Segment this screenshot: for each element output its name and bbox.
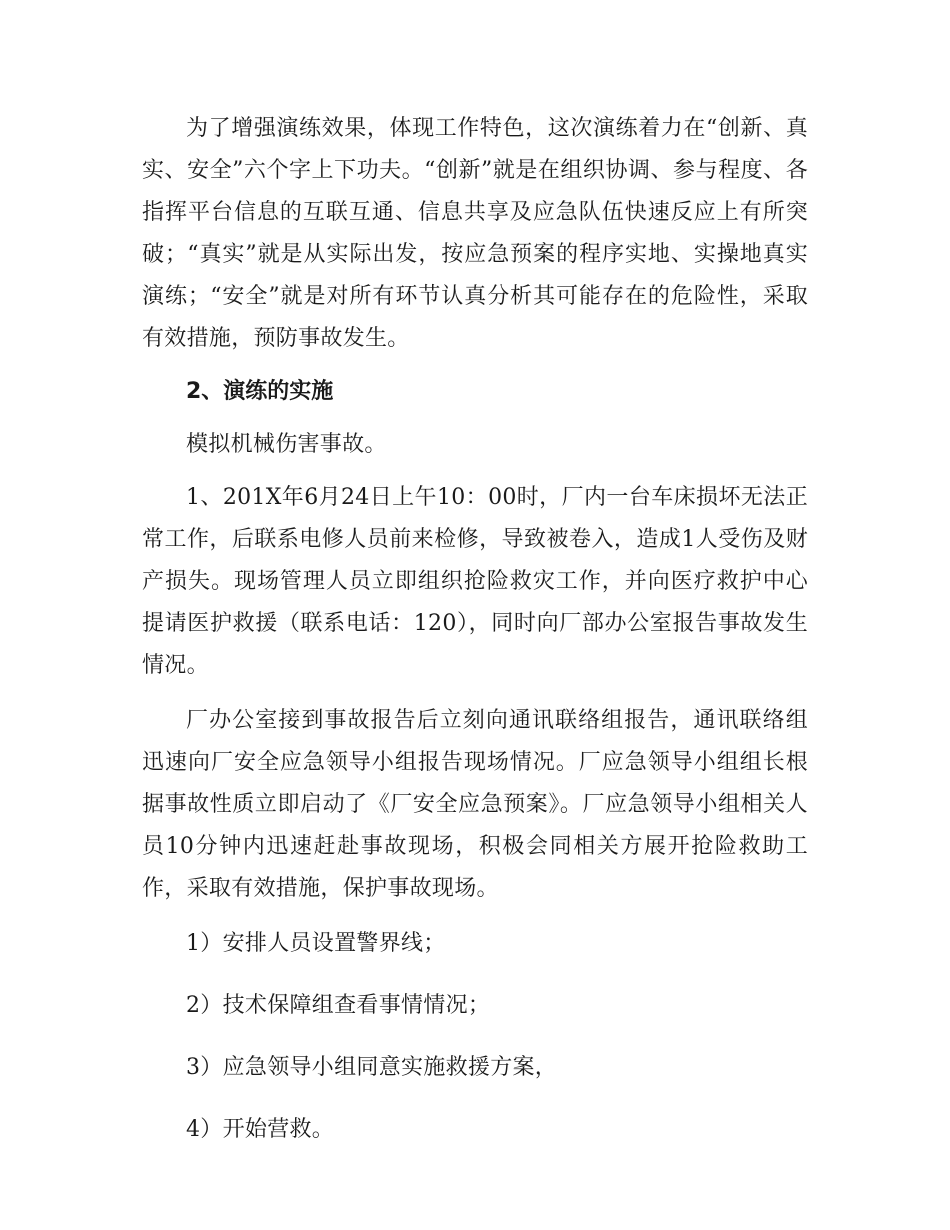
action-item-3: 3）应急领导小组同意实施救援方案， — [186, 1055, 558, 1080]
action-item-2: 2）技术保障组查看事情情况； — [186, 993, 491, 1018]
office-paragraph: 厂办公室接到事故报告后立刻向通讯联络组报告，通讯联络组迅速向厂安全应急领导小组报告现场情况。厂应急领导小组组长根据事故性质立即启动了《厂安全应急预案》。厂应急领导小组相关人员10分钟内迅速赶赴事故现场，积极会同相关方展开抢险救助工作，采取有效措施，保护事故现场。 — [142, 708, 808, 901]
section-heading: 2、演练的实施 — [186, 379, 334, 404]
action-item-1: 1）安排人员设置警界线； — [186, 931, 446, 956]
document-page — [142, 108, 808, 1171]
intro-paragraph: 为了增强演练效果，体现工作特色，这次演练着力在“创新、真实、安全”六个字上下功夫。“创新”就是在组织协调、参与程度、各指挥平台信息的互联互通、信息共享及应急队伍快速反应上有所突破；“真实”就是从实际出发，按应急预案的程序实地、实操地真实演练；“安全”就是对所有环节认真分析其可能存在的危险性，采取有效措施，预防事故发生。 — [142, 116, 808, 351]
action-item-4: 4）开始营救。 — [186, 1117, 335, 1142]
step1-paragraph: 1、201X年6月24日上午10：00时，厂内一台车床损坏无法正常工作，后联系电修人员前来检修，导致被卷入，造成1人受伤及财产损失。现场管理人员立即组织抢险救灾工作，并向医疗救护中心提请医护救援（联系电话：120），同时向厂部办公室报告事故发生情况。 — [142, 485, 808, 678]
scenario-line: 模拟机械伤害事故。 — [186, 432, 387, 457]
